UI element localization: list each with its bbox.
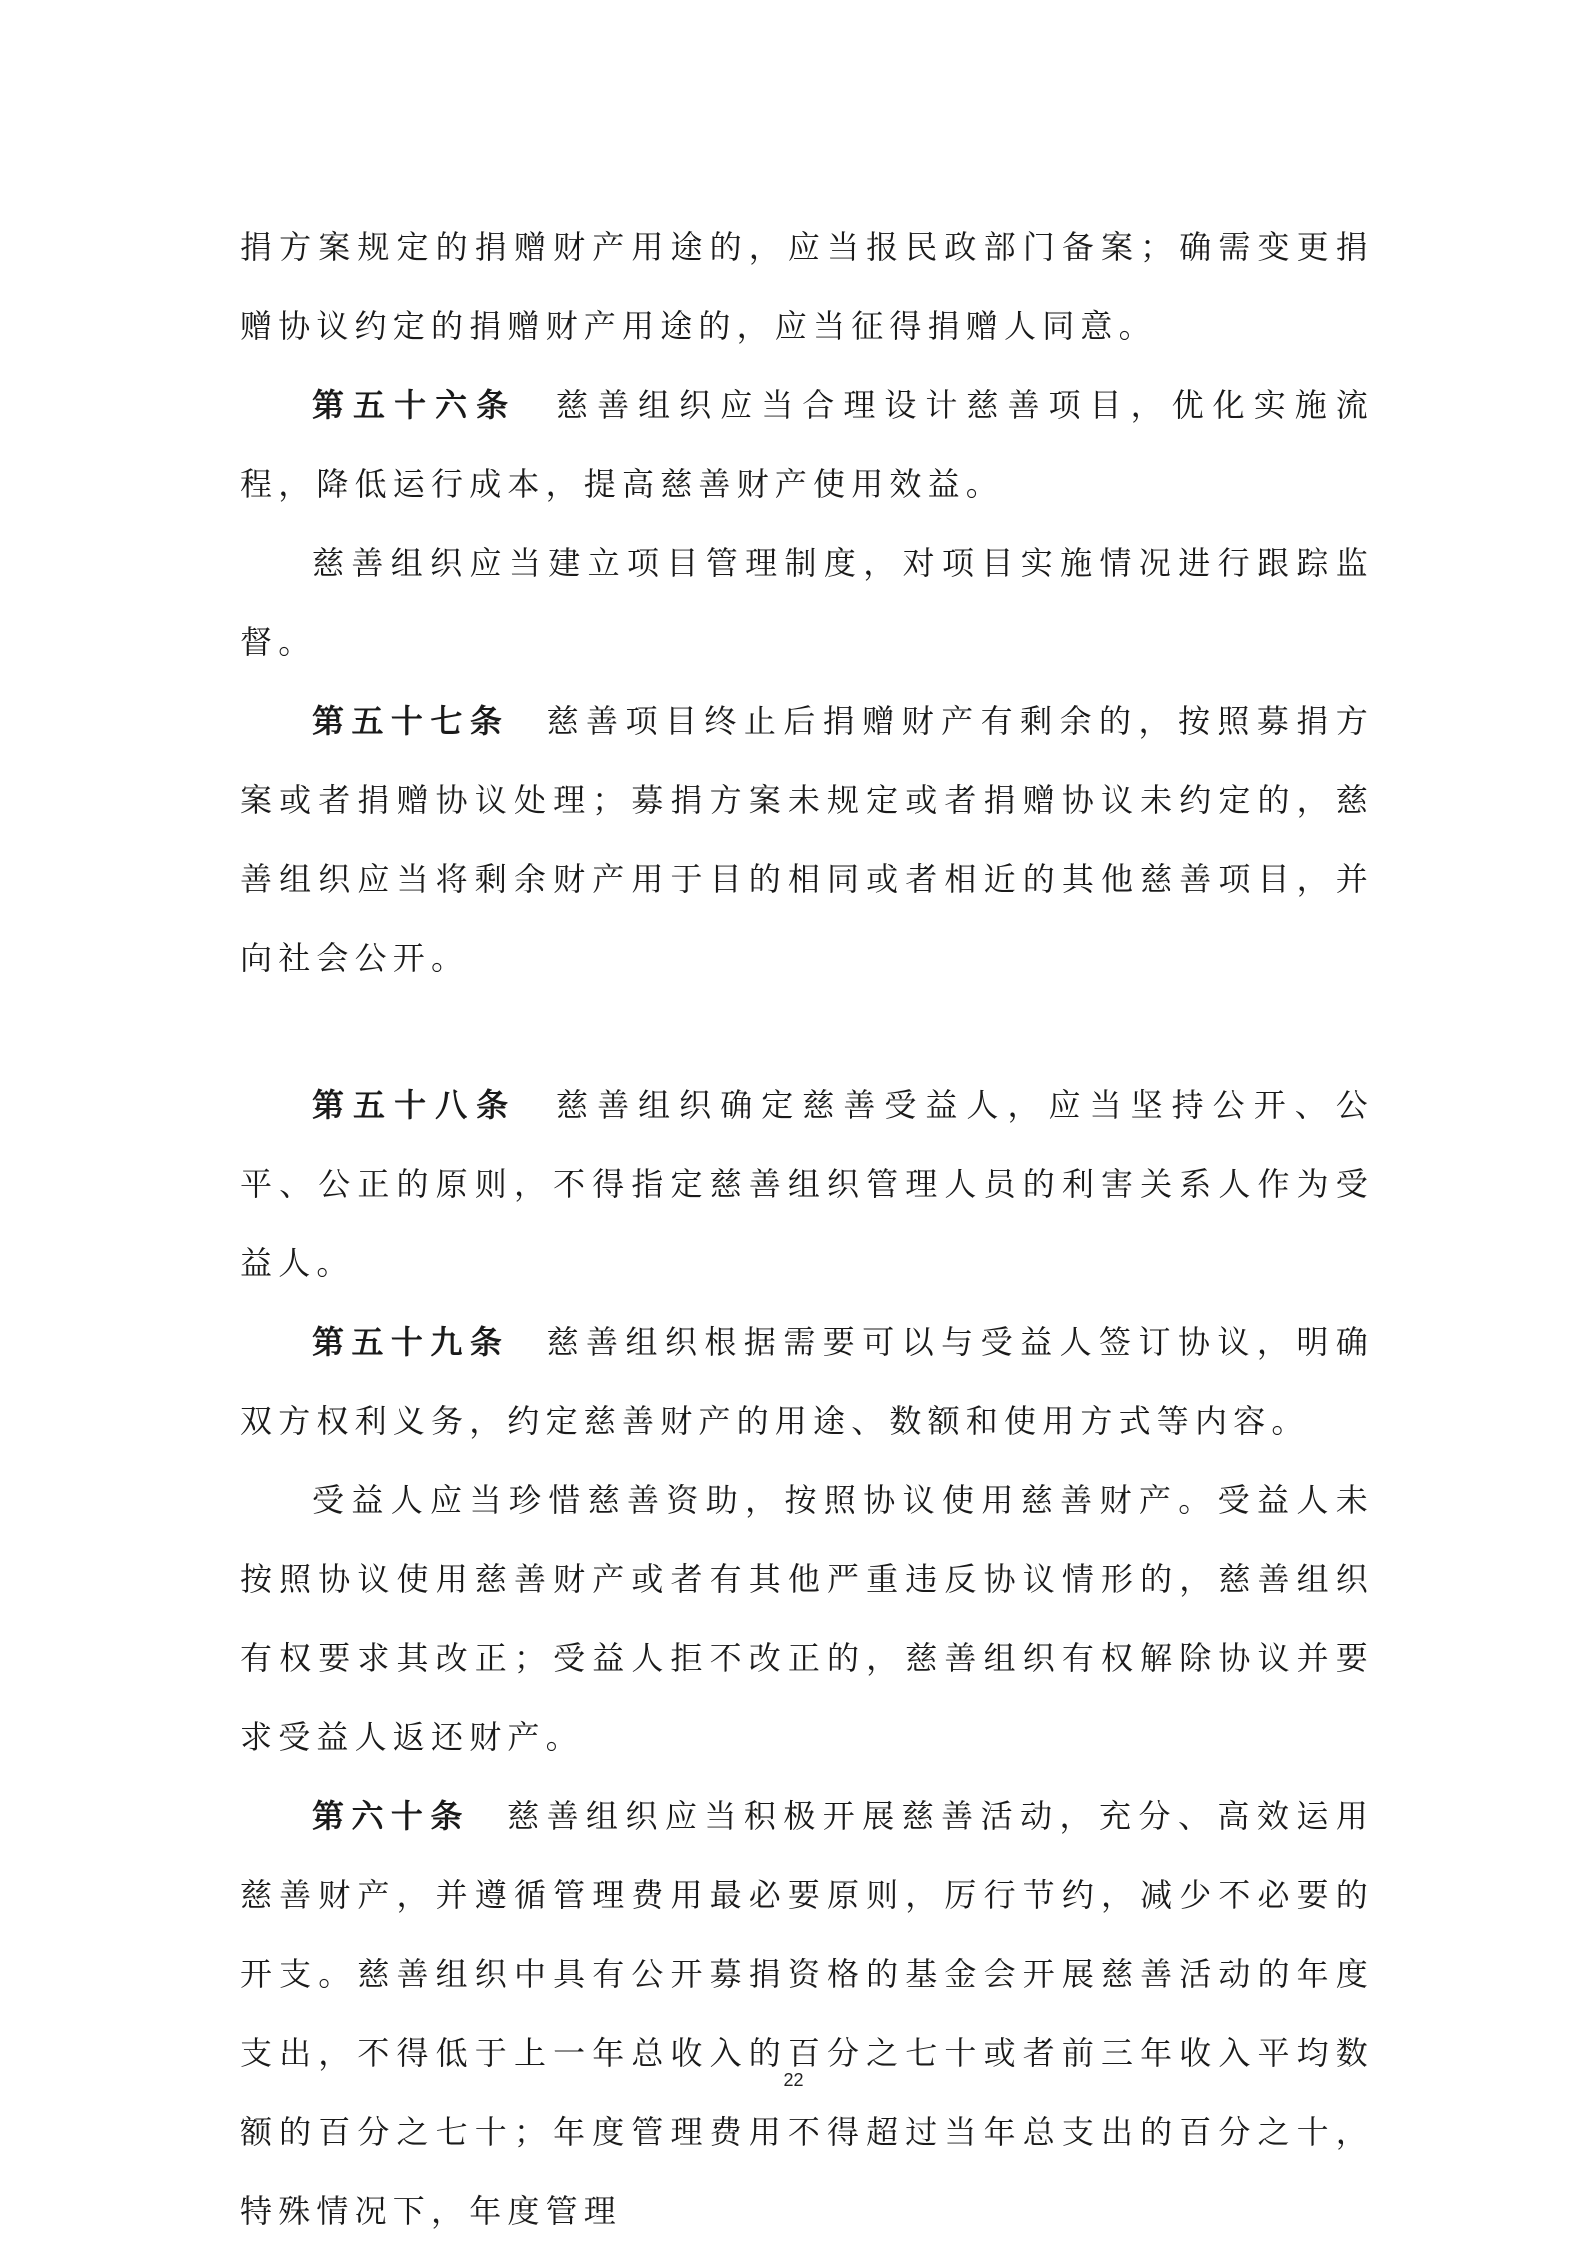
paragraph-text: 受益人应当珍惜慈善资助，按照协议使用慈善财产。受益人未按照协议使用慈善财产或者有其他严重违反协议情形的，慈善组织有权要求其改正；受益人拒不改正的，慈善组织有权解除协议并要求受益人返还财产。 xyxy=(240,1481,1374,1756)
article-56-clause-2 xyxy=(240,524,1374,682)
paragraph-text: 捐方案规定的捐赠财产用途的，应当报民政部门备案；确需变更捐赠协议约定的捐赠财产用途的，应当征得捐赠人同意。 xyxy=(240,228,1374,345)
paragraph-text: 慈善项目终止后捐赠财产有剩余的，按照募捐方案或者捐赠协议处理；募捐方案未规定或者捐赠协议未约定的，慈善组织应当将剩余财产用于目的相同或者相近的其他慈善项目，并向社会公开。 xyxy=(240,702,1374,977)
article-heading: 第五十六条 xyxy=(312,386,518,424)
paragraph-text: 慈善组织确定慈善受益人，应当坚持公开、公平、公正的原则，不得指定慈善组织管理人员的利害关系人作为受益人。 xyxy=(240,1086,1374,1282)
page-body xyxy=(240,208,1374,2251)
article-heading: 第六十条 xyxy=(312,1797,470,1835)
paragraph-text: 慈善组织应当积极开展慈善活动，充分、高效运用慈善财产，并遵循管理费用最必要原则，厉行节约，减少不必要的开支。慈善组织中具有公开募捐资格的基金会开展慈善活动的年度支出，不得低于上一年总收入的百分之七十或者前三年收入平均数额的百分之七十；年度管理费用不得超过当年总支出的百分之十，特殊情况下，年度管理 xyxy=(240,1797,1374,2230)
article-heading: 第五十九条 xyxy=(312,1323,510,1361)
article-58 xyxy=(240,1066,1374,1303)
page-number: 22 xyxy=(783,2070,804,2090)
paragraph-text: 慈善组织根据需要可以与受益人签订协议，明确双方权利义务，约定慈善财产的用途、数额和使用方式等内容。 xyxy=(240,1323,1374,1440)
article-59-clause-2 xyxy=(240,1461,1374,1777)
article-heading: 第五十七条 xyxy=(312,702,510,740)
article-60 xyxy=(240,1777,1374,2251)
article-56 xyxy=(240,366,1374,524)
paragraph-text: 慈善组织应当合理设计慈善项目，优化实施流程，降低运行成本，提高慈善财产使用效益。 xyxy=(240,386,1374,503)
article-59 xyxy=(240,1303,1374,1461)
paragraph-text: 慈善组织应当建立项目管理制度，对项目实施情况进行跟踪监督。 xyxy=(240,544,1374,661)
article-heading: 第五十八条 xyxy=(312,1086,518,1124)
paragraph-continuation xyxy=(240,208,1374,366)
article-57 xyxy=(240,682,1374,998)
